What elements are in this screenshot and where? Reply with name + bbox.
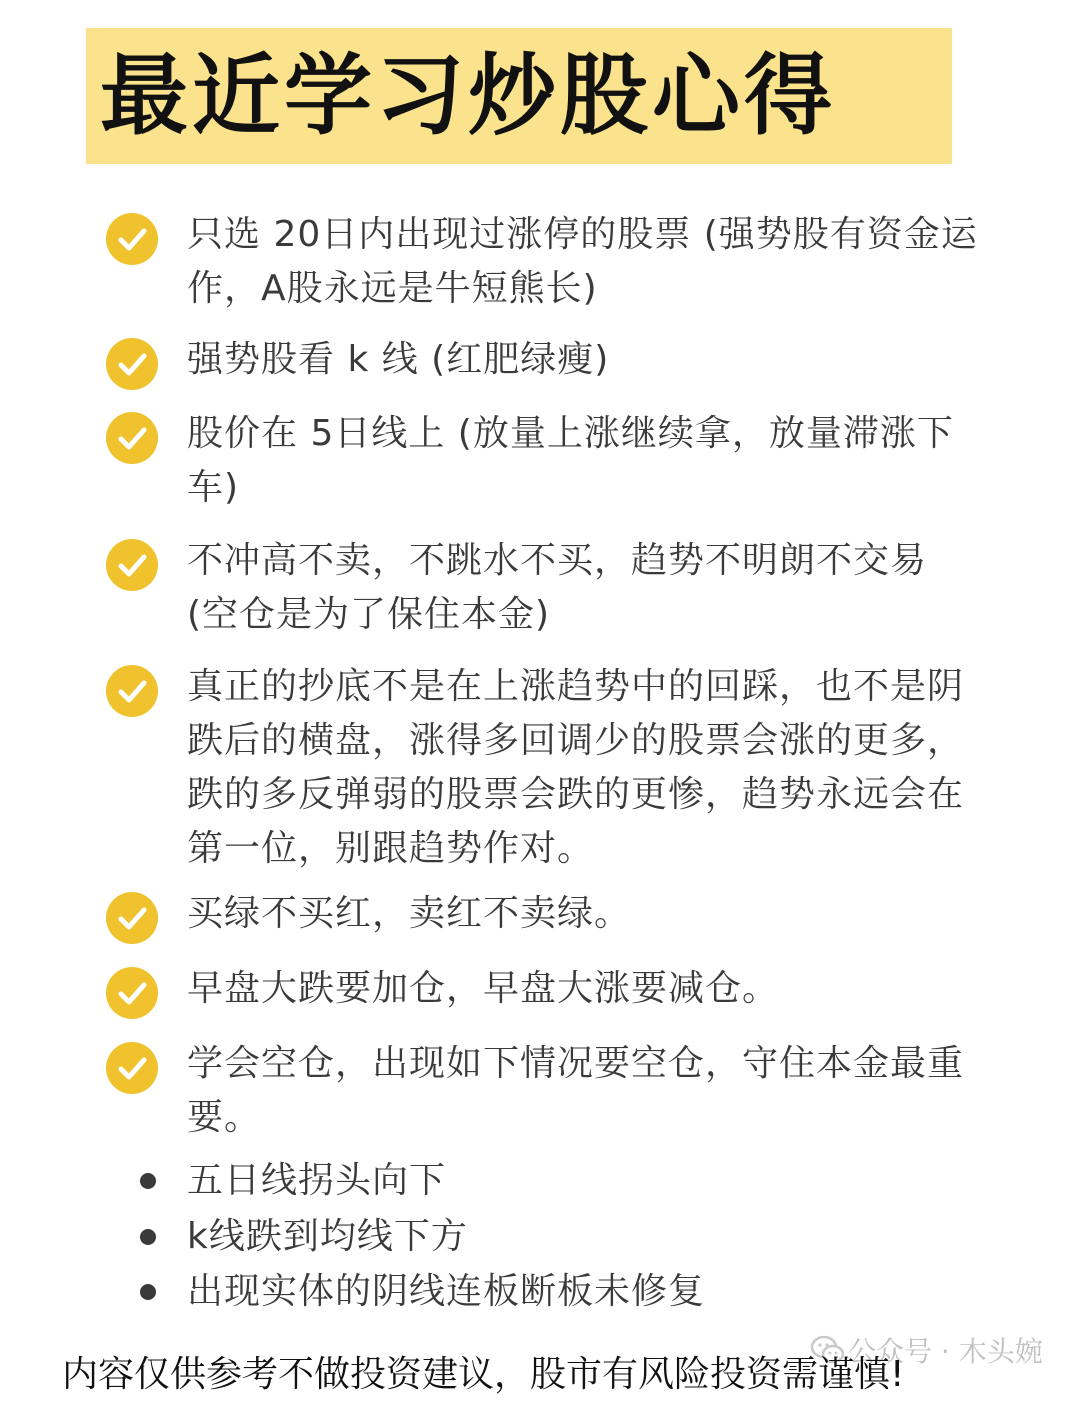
watermark-text: 公众号 · 木头婉 <box>848 1335 1043 1368</box>
list-item-text: 学会空仓，出现如下情况要空仓，守住本金最重要。 <box>187 1043 965 1138</box>
disclaimer: 内容仅供参考不做投资建议，股市有风险投资需谨慎! <box>62 1354 905 1395</box>
list-item-text: 真正的抄底不是在上涨趋势中的回踩，也不是阴跌后的横盘，涨得多回调少的股票会涨的更多，跌的多反弹弱的股票会跌的更惨，趋势永远会在第一位，别跟趋势作对。 <box>187 666 965 869</box>
sub-list-item-text: 出现实体的阴线连板断板未修复 <box>187 1271 706 1312</box>
check-circle-icon <box>106 967 158 1019</box>
list-item-text: 买绿不买红，卖红不卖绿。 <box>187 893 632 934</box>
sub-list-item-text: k线跌到均线下方 <box>187 1216 468 1257</box>
sub-list-item-text: 五日线拐头向下 <box>187 1160 447 1201</box>
check-circle-icon <box>106 1042 158 1094</box>
list-item-text: 股价在 5日线上 (放量上涨继续拿，放量滞涨下车) <box>187 413 954 508</box>
bullet-dot-icon <box>140 1284 156 1300</box>
check-circle-icon <box>106 338 158 390</box>
check-circle-icon <box>106 892 158 944</box>
sub-list-item <box>0 1265 1080 1319</box>
bullet-dot-icon <box>140 1173 156 1189</box>
bullet-dot-icon <box>140 1229 156 1245</box>
check-circle-icon <box>106 213 158 265</box>
check-circle-icon <box>106 539 158 591</box>
sub-list-item <box>0 1210 1080 1264</box>
list-item-text: 早盘大跌要加仓，早盘大涨要减仓。 <box>187 968 780 1009</box>
sub-list-item <box>0 1154 1080 1208</box>
check-circle-icon <box>106 665 158 717</box>
list-item-text: 强势股看 k 线 (红肥绿瘦) <box>187 339 610 380</box>
check-circle-icon <box>106 412 158 464</box>
page-title: 最近学习炒股心得 <box>100 44 837 147</box>
list-item-text: 不冲高不卖，不跳水不买，趋势不明朗不交易 (空仓是为了保住本金) <box>187 540 928 635</box>
list-item-text: 只选 20日内出现过涨停的股票 (强势股有资金运作，A股永远是牛短熊长) <box>187 214 978 309</box>
